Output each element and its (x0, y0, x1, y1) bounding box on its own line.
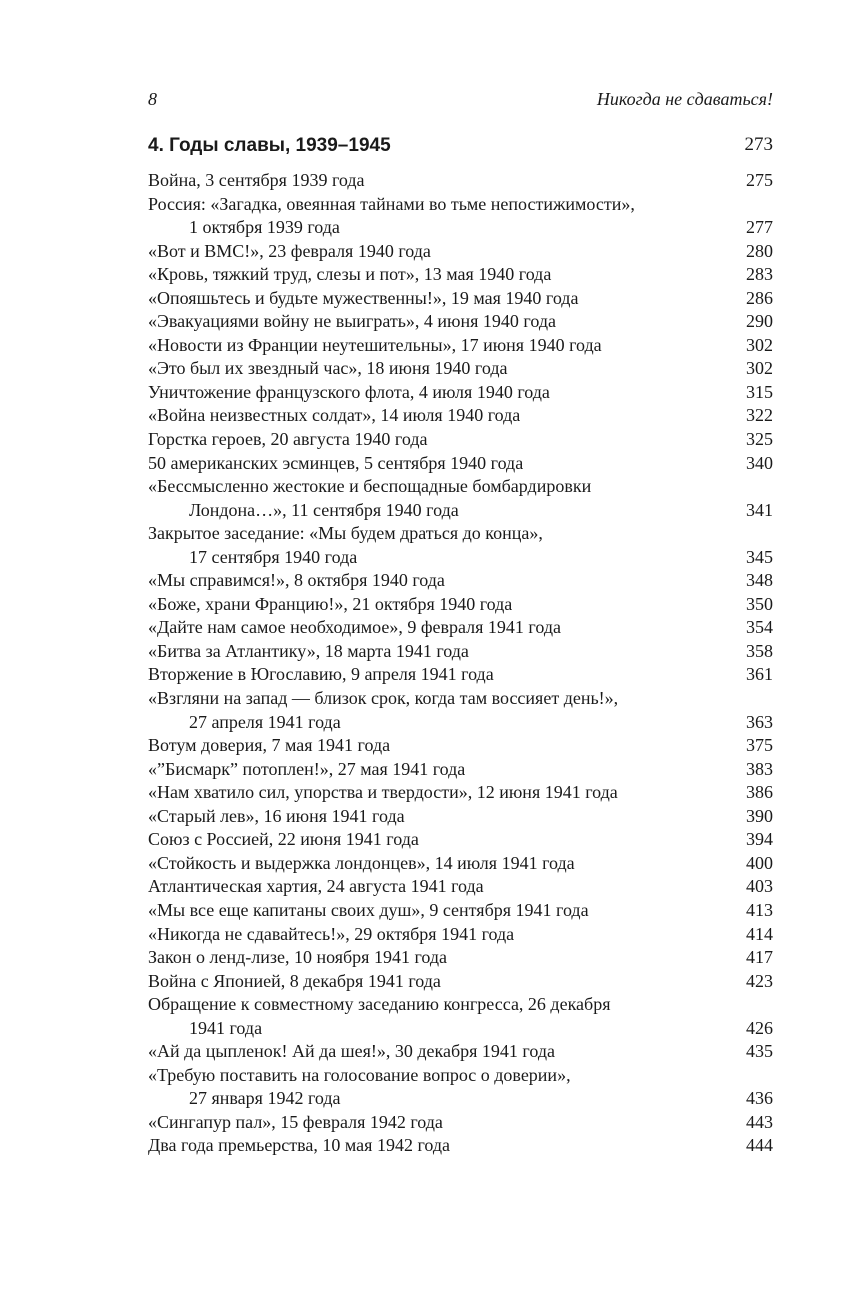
toc-entry-page: 345 (746, 546, 773, 567)
toc-entry-title: «Стойкость и выдержка лондонцев», 14 июля 1941 года (148, 852, 575, 873)
toc-entry[interactable] (148, 923, 773, 947)
toc-entry-page: 315 (746, 381, 773, 402)
chapter-heading (148, 132, 773, 159)
toc-entry-line (148, 263, 773, 287)
toc-entry-page: 403 (746, 876, 773, 897)
toc-entry[interactable] (148, 687, 773, 734)
toc-entry-title: Атлантическая хартия, 24 августа 1941 года (148, 876, 484, 897)
toc-entry-line (148, 640, 773, 664)
toc-entry-line (148, 1087, 773, 1111)
toc-entry-title: Война, 3 сентября 1939 года (148, 170, 365, 190)
toc-entry[interactable] (148, 569, 773, 593)
toc-entry-title: «Мы все еще капитаны своих душ», 9 сентября 1941 года (148, 899, 589, 920)
toc-entry-page: 400 (746, 852, 773, 873)
toc-entry-line (148, 1040, 773, 1064)
toc-entry-line (148, 734, 773, 758)
toc-entry[interactable] (148, 640, 773, 664)
toc-entry-title: «Эвакуациями войну не выиграть», 4 июня 1940 года (148, 311, 556, 332)
toc-entry-line (148, 334, 773, 358)
toc-entry-line (148, 287, 773, 311)
toc-entry-page: 350 (746, 593, 773, 614)
toc-entry-title: «Мы справимся!», 8 октября 1940 года (148, 570, 445, 591)
toc-entry-line (148, 310, 773, 334)
page-number: 8 (148, 89, 157, 109)
toc-entry-line (148, 169, 773, 193)
toc-entry-line (148, 452, 773, 476)
toc-entry[interactable] (148, 946, 773, 970)
toc-entry[interactable] (148, 475, 773, 522)
toc-entry[interactable] (148, 781, 773, 805)
toc-entry-line (148, 687, 773, 711)
toc-entry[interactable] (148, 334, 773, 358)
toc-entry-page: 413 (746, 899, 773, 920)
toc-entry-title: «Нам хватило сил, упорства и твердости», 12 июня 1941 года (148, 782, 618, 803)
toc-entry-line (148, 616, 773, 640)
toc-entry-page: 302 (746, 334, 773, 355)
toc-entry-title: 27 апреля 1941 года (189, 711, 341, 732)
toc-entry-page: 277 (746, 217, 773, 238)
toc-entry[interactable] (148, 593, 773, 617)
toc-entry-title: 17 сентября 1940 года (189, 546, 358, 567)
toc-entry-line (148, 828, 773, 852)
toc-entry[interactable] (148, 287, 773, 311)
toc-entry[interactable] (148, 1111, 773, 1135)
chapter-page: 273 (744, 134, 773, 155)
toc-entry-title: «Битва за Атлантику», 18 марта 1941 года (148, 640, 469, 661)
toc-entry-line (148, 357, 773, 381)
toc-entry[interactable] (148, 1040, 773, 1064)
toc-entry-title: «Бессмысленно жестокие и беспощадные бомбардировки (148, 476, 592, 497)
toc-entry-line (148, 193, 773, 217)
toc-entry[interactable] (148, 169, 773, 193)
toc-entry[interactable] (148, 970, 773, 994)
toc-entry-title: 50 американских эсминцев, 5 сентября 1940 года (148, 452, 524, 473)
toc-entry[interactable] (148, 1134, 773, 1158)
toc-entry-line (148, 216, 773, 240)
toc-entry-page: 423 (746, 970, 773, 991)
toc-entry-title: Горстка героев, 20 августа 1940 года (148, 429, 428, 450)
toc-entry-title: «Дайте нам самое необходимое», 9 февраля 1941 года (148, 617, 561, 638)
toc-entry-title: Союз с Россией, 22 июня 1941 года (148, 829, 419, 850)
toc-entry-title: «Новости из Франции неутешительны», 17 июня 1940 года (148, 334, 602, 355)
toc-entry-page: 361 (746, 664, 773, 685)
toc-entry-page: 286 (746, 287, 773, 308)
toc-entry-line (148, 993, 773, 1017)
toc-entry-title: 1 октября 1939 года (189, 217, 340, 238)
toc-entry-line (148, 946, 773, 970)
toc-entry[interactable] (148, 616, 773, 640)
toc-entry[interactable] (148, 240, 773, 264)
toc-entry-line (148, 1134, 773, 1158)
toc-entry-page: 348 (746, 570, 773, 591)
toc-entry-line (148, 1111, 773, 1135)
toc-entry-page: 363 (746, 711, 773, 732)
toc-entry[interactable] (148, 357, 773, 381)
toc-entry-title: Россия: «Загадка, овеянная тайнами во тьме непостижимости», (148, 193, 635, 214)
toc-entry-line (148, 522, 773, 546)
toc-entry-title: Закон о ленд-лизе, 10 ноября 1941 года (148, 947, 448, 968)
toc-entry-page: 354 (746, 617, 773, 638)
toc-entry-title: Война с Японией, 8 декабря 1941 года (148, 970, 441, 991)
toc-entry-title: Уничтожение французского флота, 4 июля 1940 года (148, 381, 550, 402)
toc-entry-title: 27 января 1942 года (189, 1088, 341, 1109)
toc-entry-title: «Война неизвестных солдат», 14 июля 1940 года (148, 405, 521, 426)
toc-entry-line (148, 663, 773, 687)
toc-entry-page: 375 (746, 735, 773, 756)
toc-entry-page: 358 (746, 640, 773, 661)
toc-entry-title: «Это был их звездный час», 18 июня 1940 года (148, 358, 508, 379)
toc-entry-page: 302 (746, 358, 773, 379)
toc-entry-line (148, 593, 773, 617)
toc-entry[interactable] (148, 404, 773, 428)
toc-entry-page: 436 (746, 1088, 773, 1109)
toc-entry-title: 1941 года (189, 1017, 263, 1038)
toc-entry[interactable] (148, 828, 773, 852)
toc-entry-line (148, 404, 773, 428)
toc-entry-title: Вторжение в Югославию, 9 апреля 1941 года (148, 664, 494, 685)
book-title: Никогда не сдаваться! (596, 89, 773, 109)
toc-entry-line (148, 875, 773, 899)
toc-entry-line (148, 852, 773, 876)
toc-entry-line (148, 546, 773, 570)
toc-entry-line (148, 781, 773, 805)
toc-entry[interactable] (148, 899, 773, 923)
toc-entry[interactable] (148, 381, 773, 405)
toc-entry-page: 444 (746, 1135, 773, 1156)
toc-entry-line (148, 805, 773, 829)
toc-entry[interactable] (148, 193, 773, 240)
toc-entry-page: 394 (746, 829, 773, 850)
chapter-title: 4. Годы славы, 1939–1945 (148, 135, 391, 156)
toc-entry-title: «Опояшьтесь и будьте мужественны!», 19 мая 1940 года (148, 287, 579, 308)
toc-entry-title: «Ай да цыпленок! Ай да шея!», 30 декабря 1941 года (148, 1041, 555, 1062)
toc-entry-line (148, 240, 773, 264)
toc-entry[interactable] (148, 663, 773, 687)
toc-entry-title: Вотум доверия, 7 мая 1941 года (148, 735, 391, 756)
toc-entry-page: 426 (746, 1017, 773, 1038)
toc-entry[interactable] (148, 522, 773, 569)
toc-entry-title: «Никогда не сдавайтесь!», 29 октября 1941 года (148, 923, 515, 944)
toc-entry-title: «Требую поставить на голосование вопрос о доверии», (148, 1064, 571, 1085)
toc-entry-line (148, 428, 773, 452)
toc-entry[interactable] (148, 1064, 773, 1111)
toc-entry[interactable] (148, 875, 773, 899)
toc-entry-title: Закрытое заседание: «Мы будем драться до конца», (148, 523, 543, 544)
running-header (148, 89, 773, 113)
toc-entry-line (148, 711, 773, 735)
toc-entry-line (148, 569, 773, 593)
toc-entry[interactable] (148, 734, 773, 758)
toc-entry-page: 322 (746, 405, 773, 426)
toc-entry-page: 443 (746, 1111, 773, 1132)
toc-entry-title: «Кровь, тяжкий труд, слезы и пот», 13 мая 1940 года (148, 264, 552, 285)
toc-entry-line (148, 381, 773, 405)
toc-entry-title: Обращение к совместному заседанию конгресса, 26 декабря (148, 994, 611, 1015)
toc-entry[interactable] (148, 852, 773, 876)
toc-entry-page: 390 (746, 805, 773, 826)
toc-entry-title: «Старый лев», 16 июня 1941 года (148, 805, 405, 826)
toc-entry-page: 340 (746, 452, 773, 473)
toc-entry-line (148, 899, 773, 923)
toc-entry-title: «Взгляни на запад — близок срок, когда там воссияет день!», (148, 688, 619, 709)
toc-entry-title: «”Бисмарк” потоплен!», 27 мая 1941 года (148, 758, 466, 779)
toc-entry[interactable] (148, 310, 773, 334)
toc-entry[interactable] (148, 452, 773, 476)
toc-entry-page: 283 (746, 264, 773, 285)
toc-entry-page: 383 (746, 758, 773, 779)
toc-entry-page: 325 (746, 429, 773, 450)
toc-entry-title: «Боже, храни Францию!», 21 октября 1940 года (148, 593, 513, 614)
toc-entry-page: 280 (746, 240, 773, 261)
toc-entry-page: 417 (746, 947, 773, 968)
toc-entry[interactable] (148, 263, 773, 287)
toc-entry-page: 275 (746, 170, 773, 190)
toc-entry-line (148, 499, 773, 523)
toc-entry-page: 435 (746, 1041, 773, 1062)
toc-entry-title: «Сингапур пал», 15 февраля 1942 года (148, 1111, 443, 1132)
toc-entry-line (148, 1017, 773, 1041)
toc-entry-page: 290 (746, 311, 773, 332)
toc-entry[interactable] (148, 758, 773, 782)
toc-entry-page: 386 (746, 782, 773, 803)
toc-entry-title: Два года премьерства, 10 мая 1942 года (148, 1135, 451, 1156)
toc-entry[interactable] (148, 993, 773, 1040)
toc-entry[interactable] (148, 805, 773, 829)
toc-entry-page: 341 (746, 499, 773, 520)
toc-entry-line (148, 758, 773, 782)
toc-entry-line (148, 475, 773, 499)
toc-entry-line (148, 1064, 773, 1088)
toc-entry-title: «Вот и ВМС!», 23 февраля 1940 года (148, 240, 431, 261)
toc-list (148, 169, 773, 1158)
toc-entry-line (148, 923, 773, 947)
toc-entry-page: 414 (746, 923, 773, 944)
toc-entry-title: Лондона…», 11 сентября 1940 года (189, 499, 459, 520)
toc-entry-line (148, 970, 773, 994)
toc-entry[interactable] (148, 428, 773, 452)
